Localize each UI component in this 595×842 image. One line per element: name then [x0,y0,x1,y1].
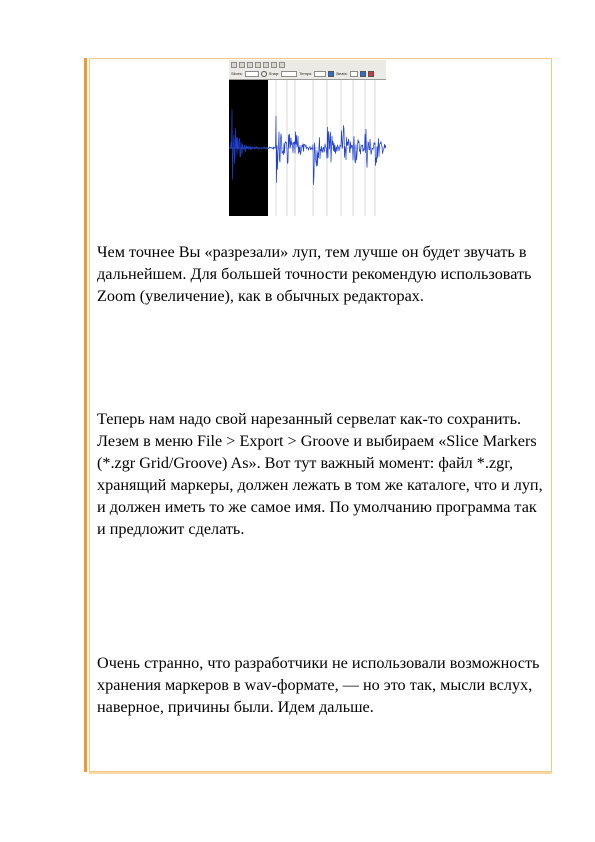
slices-label: Slices: [231,71,243,76]
editor-toolbar [229,60,386,80]
slices-field[interactable] [245,71,259,77]
stop-icon[interactable] [239,62,245,68]
tempo-label: Tempo: [299,71,313,76]
beats-field[interactable] [350,71,358,77]
apply-icon[interactable] [328,71,334,77]
cancel-icon[interactable] [368,71,374,77]
loop-icon[interactable] [247,62,253,68]
beats-label: Beats: [336,71,348,76]
left-accent-rule [84,58,87,772]
paragraph-1: Чем точнее Вы «разрезали» луп, тем лучше он будет звучать в дальнейшем. Для большей точности рекомендую использовать Zoom (увеличение), как в обычных редакторах. [97,243,532,305]
snap-field[interactable] [281,71,297,77]
radio-icon[interactable] [261,71,267,77]
tempo-field[interactable] [314,71,326,77]
toolbar-icon-row [229,61,386,69]
marker-icon[interactable] [279,62,285,68]
zoom-in-icon[interactable] [255,62,261,68]
zoom-out-icon[interactable] [263,62,269,68]
snap-label: Snap: [268,71,280,76]
toolbar-field-row [229,70,386,78]
paragraph-3: Очень странно, что разработчики не использовали возможность хранения маркеров в wav-формате, — но это так, мысли вслух, наверное, причины были. Идем дальше. [97,654,540,716]
play-icon[interactable] [231,62,237,68]
confirm-icon[interactable] [360,71,366,77]
paragraph-2: Теперь нам надо свой нарезанный сервелат как-то сохранить. Лезем в меню File > Export > Groove и выбираем «Slice Markers (*.zgr Grid/Groove) As». Вот тут важный момент: файл *.zgr, хранящий маркеры, должен лежать в том же каталоге, что и луп, и должен иметь то же самое имя. По умолчанию программа так и предложит сделать. [97,410,543,538]
slice-icon[interactable] [271,62,277,68]
bottom-rule [89,772,552,774]
waveform-view[interactable] [229,80,386,216]
audio-editor-screenshot [229,60,386,216]
